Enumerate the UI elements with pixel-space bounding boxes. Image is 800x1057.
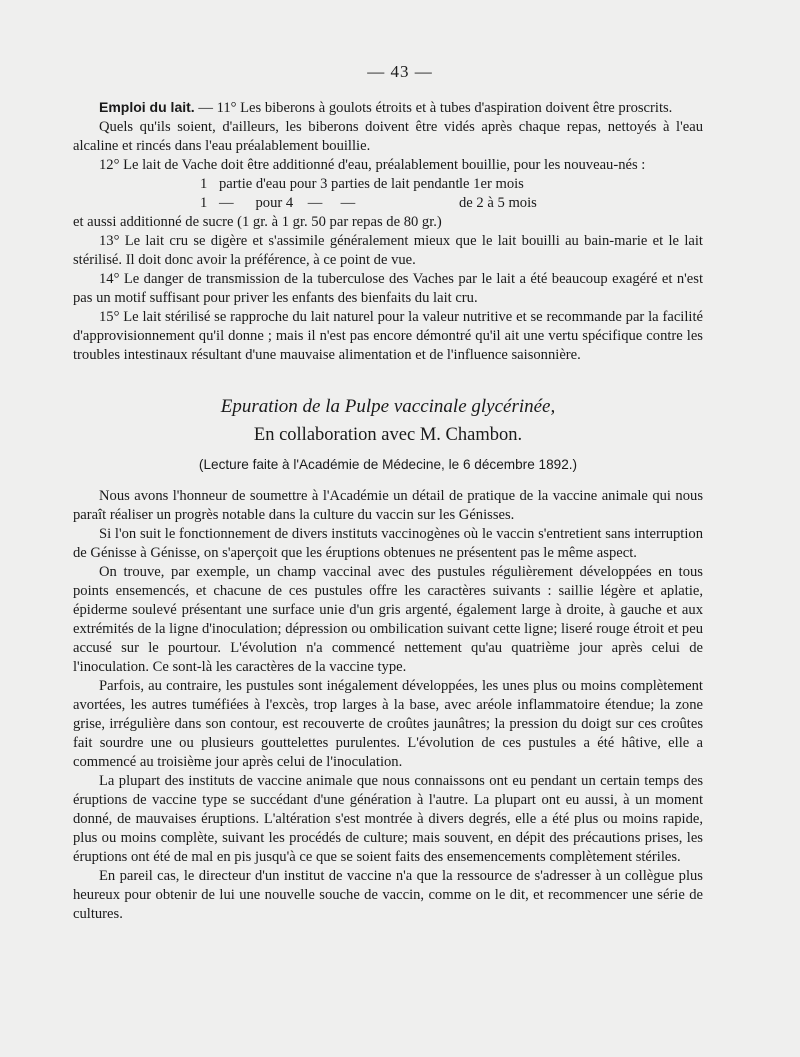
dilution-proportion: partie d'eau pour 3 parties de lait pendant [219, 176, 460, 192]
dilution-table [200, 175, 600, 213]
section-title: Epuration de la Pulpe vaccinale glycérinée, [220, 396, 556, 417]
paragraph-biberons: Quels qu'ils soient, d'ailleurs, les biberons doivent être vidés après chaque repas, nettoyés à l'eau alcaline et rincés dans l'eau préalablement bouillie. [73, 119, 703, 154]
dilution-row [200, 194, 600, 213]
paragraph-sucre: et aussi additionné de sucre (1 gr. à 1 gr. 50 par repas de 80 gr.) [73, 214, 442, 230]
body-paragraph: Parfois, au contraire, les pustules sont inégalement développées, les unes plus ou moins complètement avortées, les autres tuméfiées à l'excès, trop larges à la base, avec aréole inflammatoire étendue; la zone grise, irrégulière dans son contour, est recouverte de croûtes jaunâtres; la pression du doigt sur ces croûtes fait sourdre une ou plusieurs gouttelettes purulentes. L'évolution de ces pustules a été hâtive, elle a commencé au troisième jour après celui de l'inoculation. [73, 678, 703, 770]
dilution-proportion: — pour 4 — — [219, 195, 356, 211]
dilution-part: 1 [200, 195, 208, 211]
body-paragraph: La plupart des instituts de vaccine animale que nous connaissons ont eu pendant un certain temps des éruptions de vaccine type se succédant d'une génération à l'autre. La plupart ont eu aussi, à un moment donné, de mauvaises éruptions. L'altération s'est montrée à divers degrés, elle a été plus ou moins rapide, plus ou moins complète, suivant les procédés de culture; mais souvent, en dépit des précautions prises, les éruptions ont été de mal en pis jusqu'à ce que se soient faits des ensemencements complètement stériles. [73, 773, 703, 865]
paragraph-15: 15° Le lait stérilisé se rapproche du lait naturel pour la valeur nutritive et se recommande par la facilité d'approvisionnement qu'il donne ; mais il n'est pas encore démontré qu'il ait une vertu spécifique contre les troubles intestinaux résultant d'une mauvaise alimentation et de l'influence saisonnière. [73, 309, 703, 363]
dilution-row [200, 175, 600, 194]
dilution-period: de 2 à 5 mois [459, 195, 537, 211]
paragraph-lead: Emploi du lait. [99, 99, 195, 115]
paragraph-13: 13° Le lait cru se digère et s'assimile généralement mieux que le lait bouilli au bain-marie et le lait stérilisé. Il doit donc avoir la préférence, à ce point de vue. [73, 233, 703, 268]
dilution-part: 1 [200, 176, 208, 192]
paragraph-14: 14° Le danger de transmission de la tuberculose des Vaches par le lait a été beaucoup exagéré et n'est pas un motif suffisant pour priver les enfants des bienfaits du lait cru. [73, 271, 703, 306]
section-body [73, 487, 703, 924]
dilution-period: le 1er mois [459, 176, 524, 192]
body-paragraph: On trouve, par exemple, un champ vaccinal avec des pustules régulièrement développées en tous points ensemencés, et chacune de ces pustules offre les caractères suivants : saillie légère et aplatie, épiderme soulevé présentant une surface unie d'un gris argenté, également large à droite, à gauche et aux extrémités de la ligne d'inoculation; dépression ou ombilication suivant cette ligne; liseré rouge étroit et peu accusé sur le pourtour. L'évolution n'a commencé nettement qu'au quatrième jour après celui de l'inoculation. Ce sont-là les caractères de la vaccine type. [73, 564, 703, 675]
body-paragraph: En pareil cas, le directeur d'un institut de vaccine n'a que la ressource de s'adresser à un collègue plus heureux pour obtenir de lui une nouvelle souche de vaccin, comme on le dit, et recommencer une série de cultures. [73, 868, 703, 922]
paragraph-12: 12° Le lait de Vache doit être additionné d'eau, préalablement bouillie, pour les nouveau-nés : [99, 157, 646, 173]
section-note: (Lecture faite à l'Académie de Médecine, le 6 décembre 1892.) [198, 457, 578, 472]
page-content [73, 98, 703, 924]
body-paragraph: Si l'on suit le fonctionnement de divers instituts vaccinogènes où le vaccin s'entretient sans interruption de Génisse à Génisse, on s'aperçoit que les éruptions obtenues ne présentent pas le même aspect. [73, 526, 703, 561]
paragraph-11 [73, 98, 703, 118]
section-subtitle: En collaboration avec M. Chambon. [253, 425, 523, 445]
paragraph-text: — 11° Les biberons à goulots étroits et à tubes d'aspiration doivent être proscrits. [194, 100, 673, 116]
body-paragraph: Nous avons l'honneur de soumettre à l'Académie un détail de pratique de la vaccine animale qui nous paraît réaliser un progrès notable dans la culture du vaccin sur les Génisses. [73, 488, 703, 523]
page-number: — 43 — [367, 62, 433, 81]
